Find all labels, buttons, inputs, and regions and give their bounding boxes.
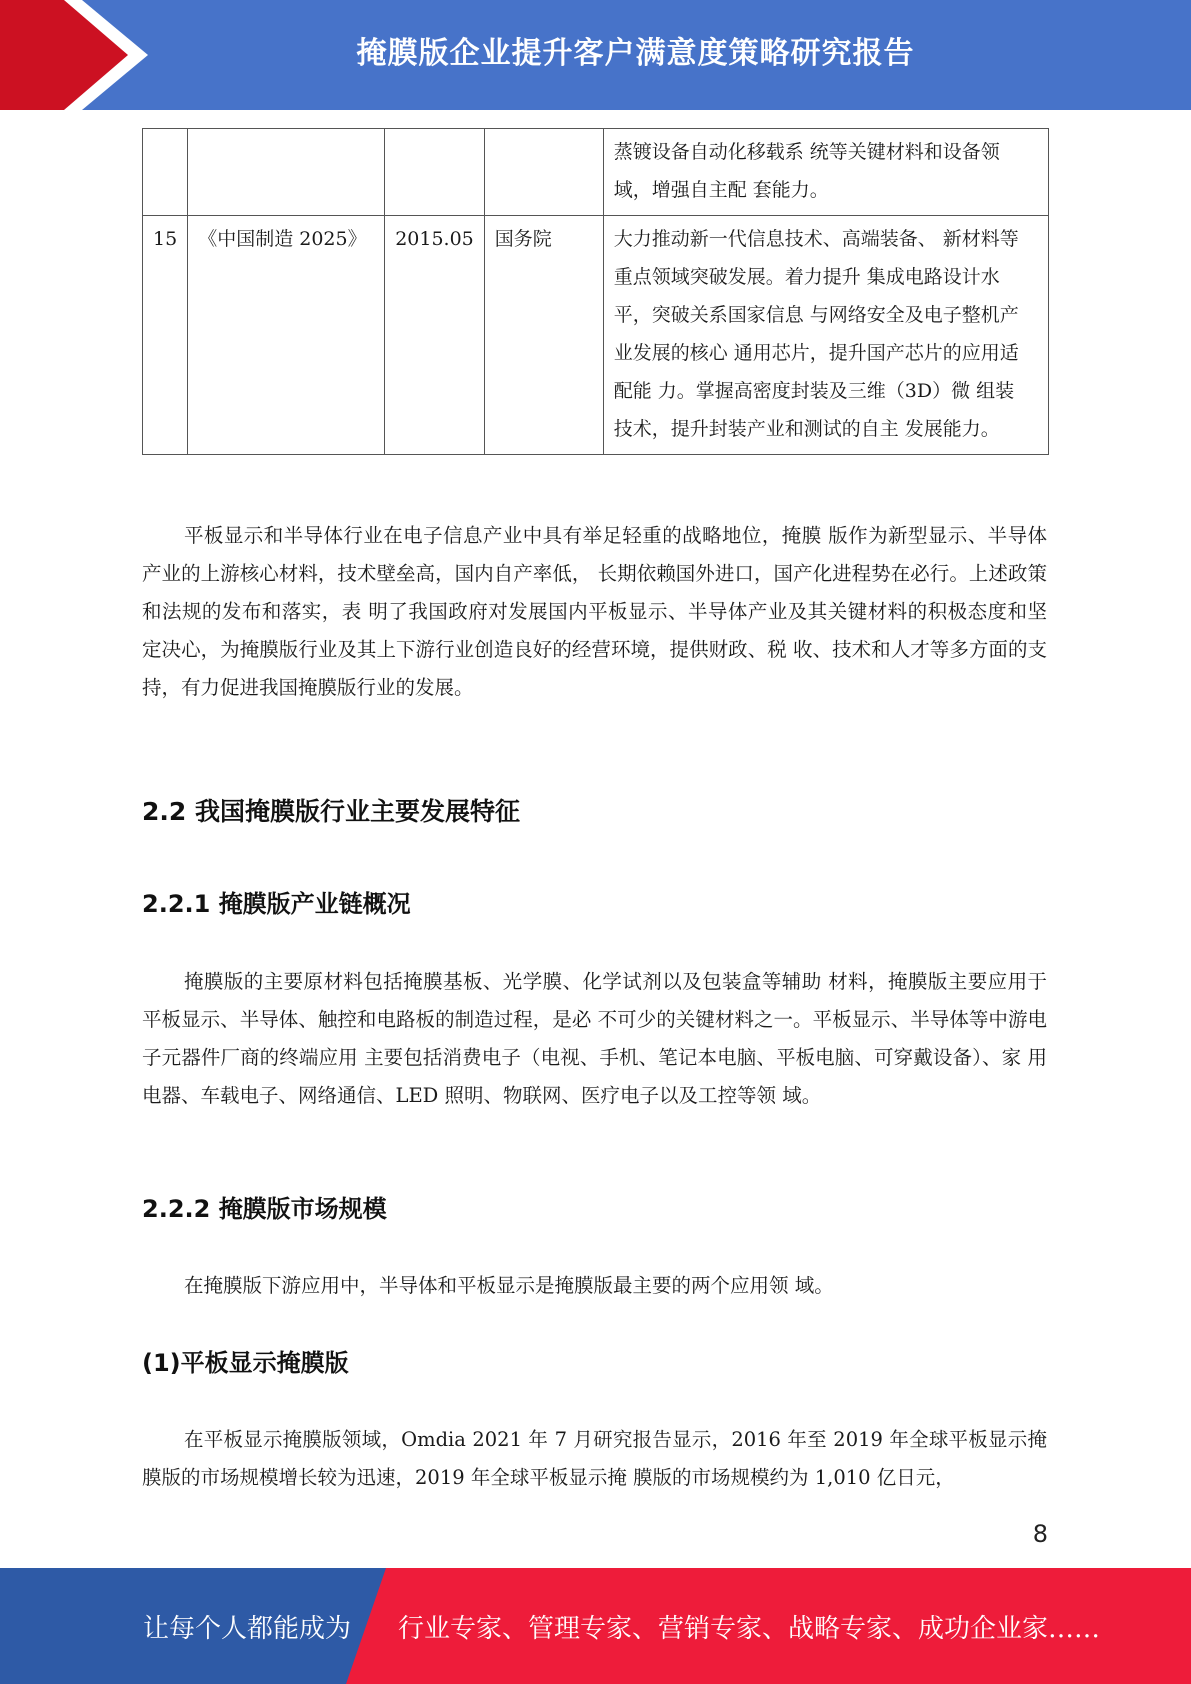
policy-name-cell (188, 129, 385, 216)
section-heading-2-2-1: 2.2.1 掩膜版产业链概况 (142, 890, 411, 918)
section-heading-2-2: 2.2 我国掩膜版行业主要发展特征 (142, 797, 520, 826)
header-title: 掩膜版企业提升客户满意度策略研究报告 (356, 36, 915, 71)
issue-date-cell (385, 129, 485, 216)
issuing-body-cell: 国务院 (484, 216, 603, 455)
paragraph-flat-panel-market: 在平板显示掩膜版领域，Omdia 2021 年 7 月研究报告显示，2016 年至 2019 年全球平板显示掩膜版的市场规模增长较为迅速，2019 年全球平板显示掩 膜版的市场规模约为 1,010 亿日元， (142, 1428, 1047, 1489)
policy-table (142, 128, 1049, 455)
paragraph-industry-chain: 掩膜版的主要原材料包括掩膜基板、光学膜、化学试剂以及包装盒等辅助 材料，掩膜版主要应用于平板显示、半导体、触控和电路板的制造过程，是必 不可少的关键材料之一。平板显示、半导体等中游电子元器件厂商的终端应用 主要包括消费电子（电视、手机、笔记本电脑、平板电脑、可穿戴设备）、家 用电器、车载电子、网络通信、LED 照明、物联网、医疗电子以及工控等领 域。 (142, 970, 1047, 1107)
policy-content-cell: 蒸镀设备自动化移载系 统等关键材料和设备领域，增强自主配 套能力。 (603, 129, 1048, 216)
policy-name-cell: 《中国制造 2025》 (188, 216, 385, 455)
row-number-cell (143, 129, 188, 216)
page-footer (0, 1568, 1191, 1684)
paragraph-policy-summary: 平板显示和半导体行业在电子信息产业中具有举足轻重的战略地位，掩膜 版作为新型显示、半导体产业的上游核心材料，技术壁垒高，国内自产率低， 长期依赖国外进口，国产化进程势在必行。上述政策和法规的发布和落实，表 明了我国政府对发展国内平板显示、半导体产业及其关键材料的积极态度和坚 定决心，为掩膜版行业及其上下游行业创造良好的经营环境，提供财政、税 收、技术和人才等多方面的支持，有力促进我国掩膜版行业的发展。 (142, 524, 1047, 699)
section-heading-2-2-2: 2.2.2 掩膜版市场规模 (142, 1195, 387, 1223)
issuing-body-cell (484, 129, 603, 216)
policy-content-cell: 大力推动新一代信息技术、高端装备、 新材料等重点领域突破发展。着力提升 集成电路设计水平，突破关系国家信息 与网络安全及电子整机产业发展的核心 通用芯片，提升国产芯片的应用适配能 力。掌握高密度封装及三维（3D）微 组装技术，提升封装产业和测试的自主 发展能力。 (603, 216, 1048, 455)
paragraph-market-applications: 在掩膜版下游应用中，半导体和平板显示是掩膜版最主要的两个应用领 域。 (184, 1274, 834, 1297)
subsection-heading-flat-panel: (1)平板显示掩膜版 (142, 1349, 349, 1377)
footer-slogan-left: 让每个人都能成为 (143, 1614, 352, 1644)
row-number-cell: 15 (143, 216, 188, 455)
issue-date-cell: 2015.05 (385, 216, 485, 455)
page-header (0, 0, 1191, 110)
page-number: 8 (1032, 1520, 1048, 1548)
table-row (143, 216, 1049, 455)
footer-slogan-right: 行业专家、管理专家、营销专家、战略专家、成功企业家…… (398, 1614, 1101, 1644)
table-row (143, 129, 1049, 216)
